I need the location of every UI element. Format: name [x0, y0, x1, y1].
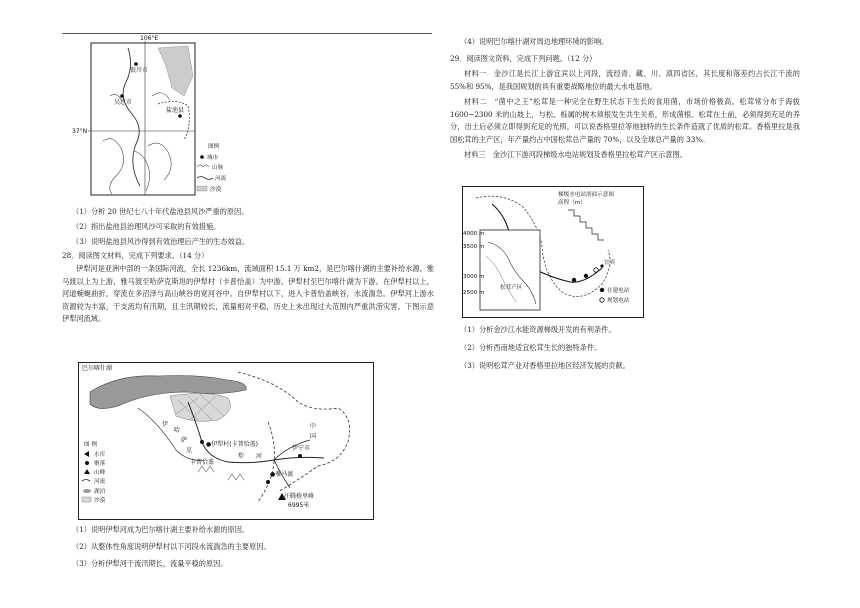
q29-material3: 材料三 金沙江下游河段梯级水电站规划及香格里拉松茸产区示意图。	[464, 150, 687, 159]
lat-label: 37°N	[72, 128, 88, 135]
q27-sub1: （1）分析 20 世纪七八十年代盐池县风沙严重的原因。	[72, 207, 249, 216]
legend3-building: 在建电站	[607, 288, 630, 294]
q28-subquestions	[62, 524, 434, 569]
lon-label: 106°E	[140, 35, 159, 42]
q27-sub4: （4）说明巴尔喀什湖对周边地理环境的影响。	[460, 37, 609, 46]
legend2-river: 河流	[94, 479, 106, 485]
legend-city: 城市	[207, 155, 219, 161]
q29-material2: 材料二 “菌中之王”松茸是一种完全在野生状态下生长的食用菌，市场价格极高。松茸常分布于海拔 1600~2300 米的山坡上，与松、栎属的树木须根发生共生关系，形成菌根。松茸在土前，必须得到充足的养分，出土后必须立即得到充足的光照，可以说香格里拉等地独特的生长条件造就了优质的松茸。香格里拉是我国松茸的主产区，年产量约占中国松茸总产量的 70%，以及全球总产量的 33%。	[450, 97, 800, 144]
q27-sub2: （2）指出盐池县治理风沙可采取的有效措施。	[72, 222, 221, 231]
q28-heading: 28．阅读图文材料，完成下列要求。（14 分）	[62, 251, 209, 260]
right-column	[450, 36, 800, 160]
legend-river: 河流	[215, 176, 227, 182]
legend-title: 图例	[208, 144, 220, 150]
label-yamadu: ●雅马渡	[270, 471, 294, 478]
label-sa: 萨	[181, 437, 188, 444]
top-rule	[62, 33, 432, 34]
q29-sub1: （1）分析金沙江水能资源梯级开发的有利条件。	[460, 325, 616, 334]
elev-4000: 4000 m	[463, 231, 485, 237]
q29-subquestions	[450, 324, 800, 371]
label-matsutake-region: 松茸产区	[500, 285, 523, 291]
elev-2500: 2500 m	[463, 290, 485, 296]
map-jinsha-river	[462, 186, 644, 318]
label-yibin: 宜宾	[604, 260, 616, 266]
city-wuzhong: 吴忠市	[114, 99, 133, 106]
q29-material1: 材料一 金沙江是长江上游宜宾以上河段，流经青、藏、川、滇四省区，其长度和落差约占长江干流的 55%和 95%，是我国规划的具有重要战略地位的最大水电基地。	[450, 69, 800, 91]
profile-title: 梯级水电站剖面示意图	[558, 192, 614, 198]
profile-axis: 高程（m）	[558, 200, 586, 206]
q29-heading: 29．阅读图文资料，完成下列问题。（12 分）	[450, 54, 597, 63]
legend2-settlement: 聚落	[94, 461, 106, 467]
city-yanchi: 盐池县	[166, 107, 185, 114]
legend2-lake: 湖泊	[94, 489, 106, 495]
q28-sub2: （2）从整体性角度说明伊犁村以下河段水流湍急的主要原因。	[72, 542, 271, 551]
legend2-title: 图 例	[84, 442, 97, 448]
label-ili-village: ●伊犁村(卡普恰盖)	[206, 441, 258, 448]
label-lake: 巴尔喀什湖	[82, 365, 113, 372]
legend-mountain: 山脉	[212, 165, 224, 171]
label-zhong: 中	[310, 423, 317, 430]
left-column	[62, 36, 434, 350]
q28-material: 伊犁河是亚洲中部的一条国际河流，全长 1236km，流域面积 15.1 万 km2，是巴尔喀什湖的主要补给水源。雅马渡以上为上游，雅马渡至哈萨克斯坦的伊犁村（卡普恰盖）为中游，伊犁村至巴尔喀什湖为下游。在伊犁村以上，河道蜿蜒曲折，穿流在多沼泽与高山峡谷的宽河谷中。自伊犁村以下，进入卡普恰盖峡谷，水流湍急。伊犁河上游水资源较为丰富，干支流均有汛期，且主汛期较长，流量相对平稳，历史上未出现过大范围内严重洪涝灾害。下图示意伊犁河流域。	[62, 264, 434, 323]
label-yining: 伊宁市	[292, 445, 311, 452]
q29-sub3: （3）说明松茸产业对香格里拉地区经济发展的贡献。	[460, 361, 630, 370]
q29-sub2: （2）分析西南地适宜松茸生长的独特条件。	[460, 343, 602, 352]
label-li: 犁	[238, 453, 245, 460]
legend2-peak: 山峰	[94, 470, 106, 476]
map-ili-river	[78, 362, 374, 520]
label-peak-height: 6995米	[288, 502, 310, 509]
label-guo: 国	[310, 433, 317, 440]
legend2-reservoir: 水库	[94, 452, 106, 458]
label-peak: 汗腾格里峰	[284, 493, 315, 500]
label-ke: 克	[186, 447, 193, 454]
label-he: 河	[256, 453, 263, 460]
legend-desert: 沙漠	[210, 187, 222, 193]
q27-sub3: （3）说明盐池县风沙得到有效治理后产生的生态效益。	[72, 237, 250, 246]
label-yi: 伊	[162, 421, 169, 428]
q28-sub3: （3）分析伊犁河干流汛期长，流量平稳的原因。	[72, 559, 228, 568]
label-kapchagay: 卡普恰盖	[190, 459, 215, 466]
legend3-planned: 规划电站	[607, 298, 630, 304]
elev-3000: 3000 m	[463, 274, 485, 280]
q28-sub1: （1）说明伊犁河成为巴尔喀什湖主要补给水源的原因。	[72, 525, 250, 534]
legend2-desert: 沙漠	[94, 498, 106, 504]
label-ha: 哈	[174, 427, 181, 434]
city-yinchuan: 银川市	[130, 67, 149, 74]
elev-3500: 3500 m	[463, 244, 485, 250]
